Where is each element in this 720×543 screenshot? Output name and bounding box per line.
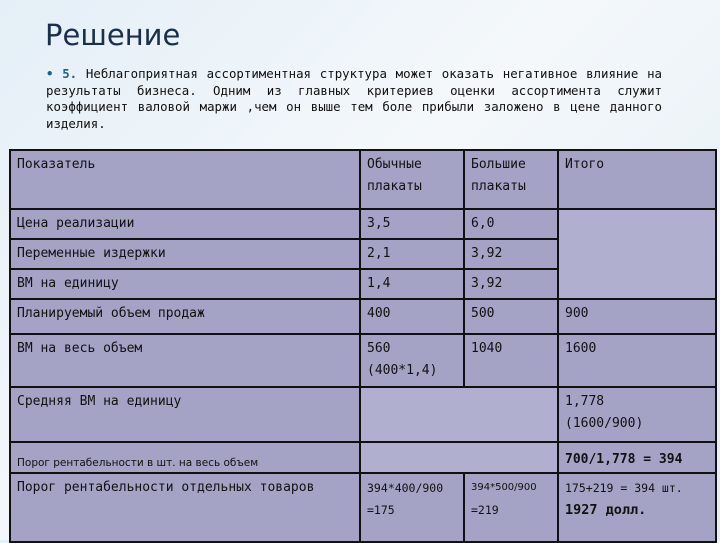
cell-value: 1927 долл. (565, 502, 647, 518)
cell-ordinary: 3,5 (360, 209, 464, 239)
cell-large: 500 (464, 299, 558, 334)
cell-large: 1040 (464, 334, 558, 387)
header-ordinary: Обычные плакаты (360, 150, 464, 209)
cell-total: 1600 (558, 334, 716, 387)
cell-total-empty (558, 209, 716, 299)
bullet-marker: • 5. (46, 66, 78, 81)
cell-total (558, 387, 716, 442)
table-row (10, 442, 716, 473)
row-label: Порог рентабельности в шт. на весь объем (10, 442, 360, 473)
row-label: Цена реализации (10, 209, 360, 239)
table-row (10, 299, 716, 334)
cell-calc: 394*500/900 (471, 482, 537, 493)
cell-calc: (1600/900) (565, 416, 644, 431)
cell-value: 1,778 (565, 394, 605, 409)
cell-ordinary: 2,1 (360, 239, 464, 269)
paragraph-text: Неблагоприятная ассортиментная структура может оказать негативное влияние на результаты бизнеса. Одним из главных критериев оценки ассортимента служит коэффициент валовой маржи ,чем он выше тем боле прибыли заложено в цене данного изделия. (46, 66, 662, 131)
cell-ordinary (360, 473, 464, 542)
row-label: ВМ на единицу (10, 269, 360, 299)
cell-total (558, 473, 716, 542)
cell-ordinary: 400 (360, 299, 464, 334)
row-label: Средняя ВМ на единицу (10, 387, 360, 442)
cell-total: 700/1,778 = 394 (558, 442, 716, 473)
header-large: Большие плакаты (464, 150, 558, 209)
header-total: Итого (558, 150, 716, 209)
cell-total: 900 (558, 299, 716, 334)
table-header-row (10, 150, 716, 209)
table-row (10, 387, 716, 442)
table-row (10, 209, 716, 239)
cell-empty (360, 442, 558, 473)
cell-large: 3,92 (464, 239, 558, 269)
row-label: Переменные издержки (10, 239, 360, 269)
cell-calc: 175+219 = 394 шт. (565, 481, 683, 495)
table-row (10, 473, 716, 542)
cell-large: 6,0 (464, 209, 558, 239)
cell-calc: (400*1,4) (367, 363, 438, 378)
slide-title: Решение (45, 18, 181, 52)
row-label: Порог рентабельности отдельных товаров (10, 473, 360, 542)
cell-value: =175 (367, 503, 395, 517)
analysis-table (9, 149, 717, 543)
row-label: ВМ на весь объем (10, 334, 360, 387)
table-row (10, 334, 716, 387)
row-label: Планируемый объем продаж (10, 299, 360, 334)
cell-empty (360, 387, 558, 442)
cell-large (464, 473, 558, 542)
cell-value: =219 (471, 503, 499, 517)
cell-ordinary (360, 334, 464, 387)
header-indicator: Показатель (10, 150, 360, 209)
cell-large: 3,92 (464, 269, 558, 299)
cell-calc: 394*400/900 (367, 481, 444, 495)
cell-ordinary: 1,4 (360, 269, 464, 299)
cell-value: 560 (367, 341, 391, 356)
body-paragraph (46, 66, 662, 132)
